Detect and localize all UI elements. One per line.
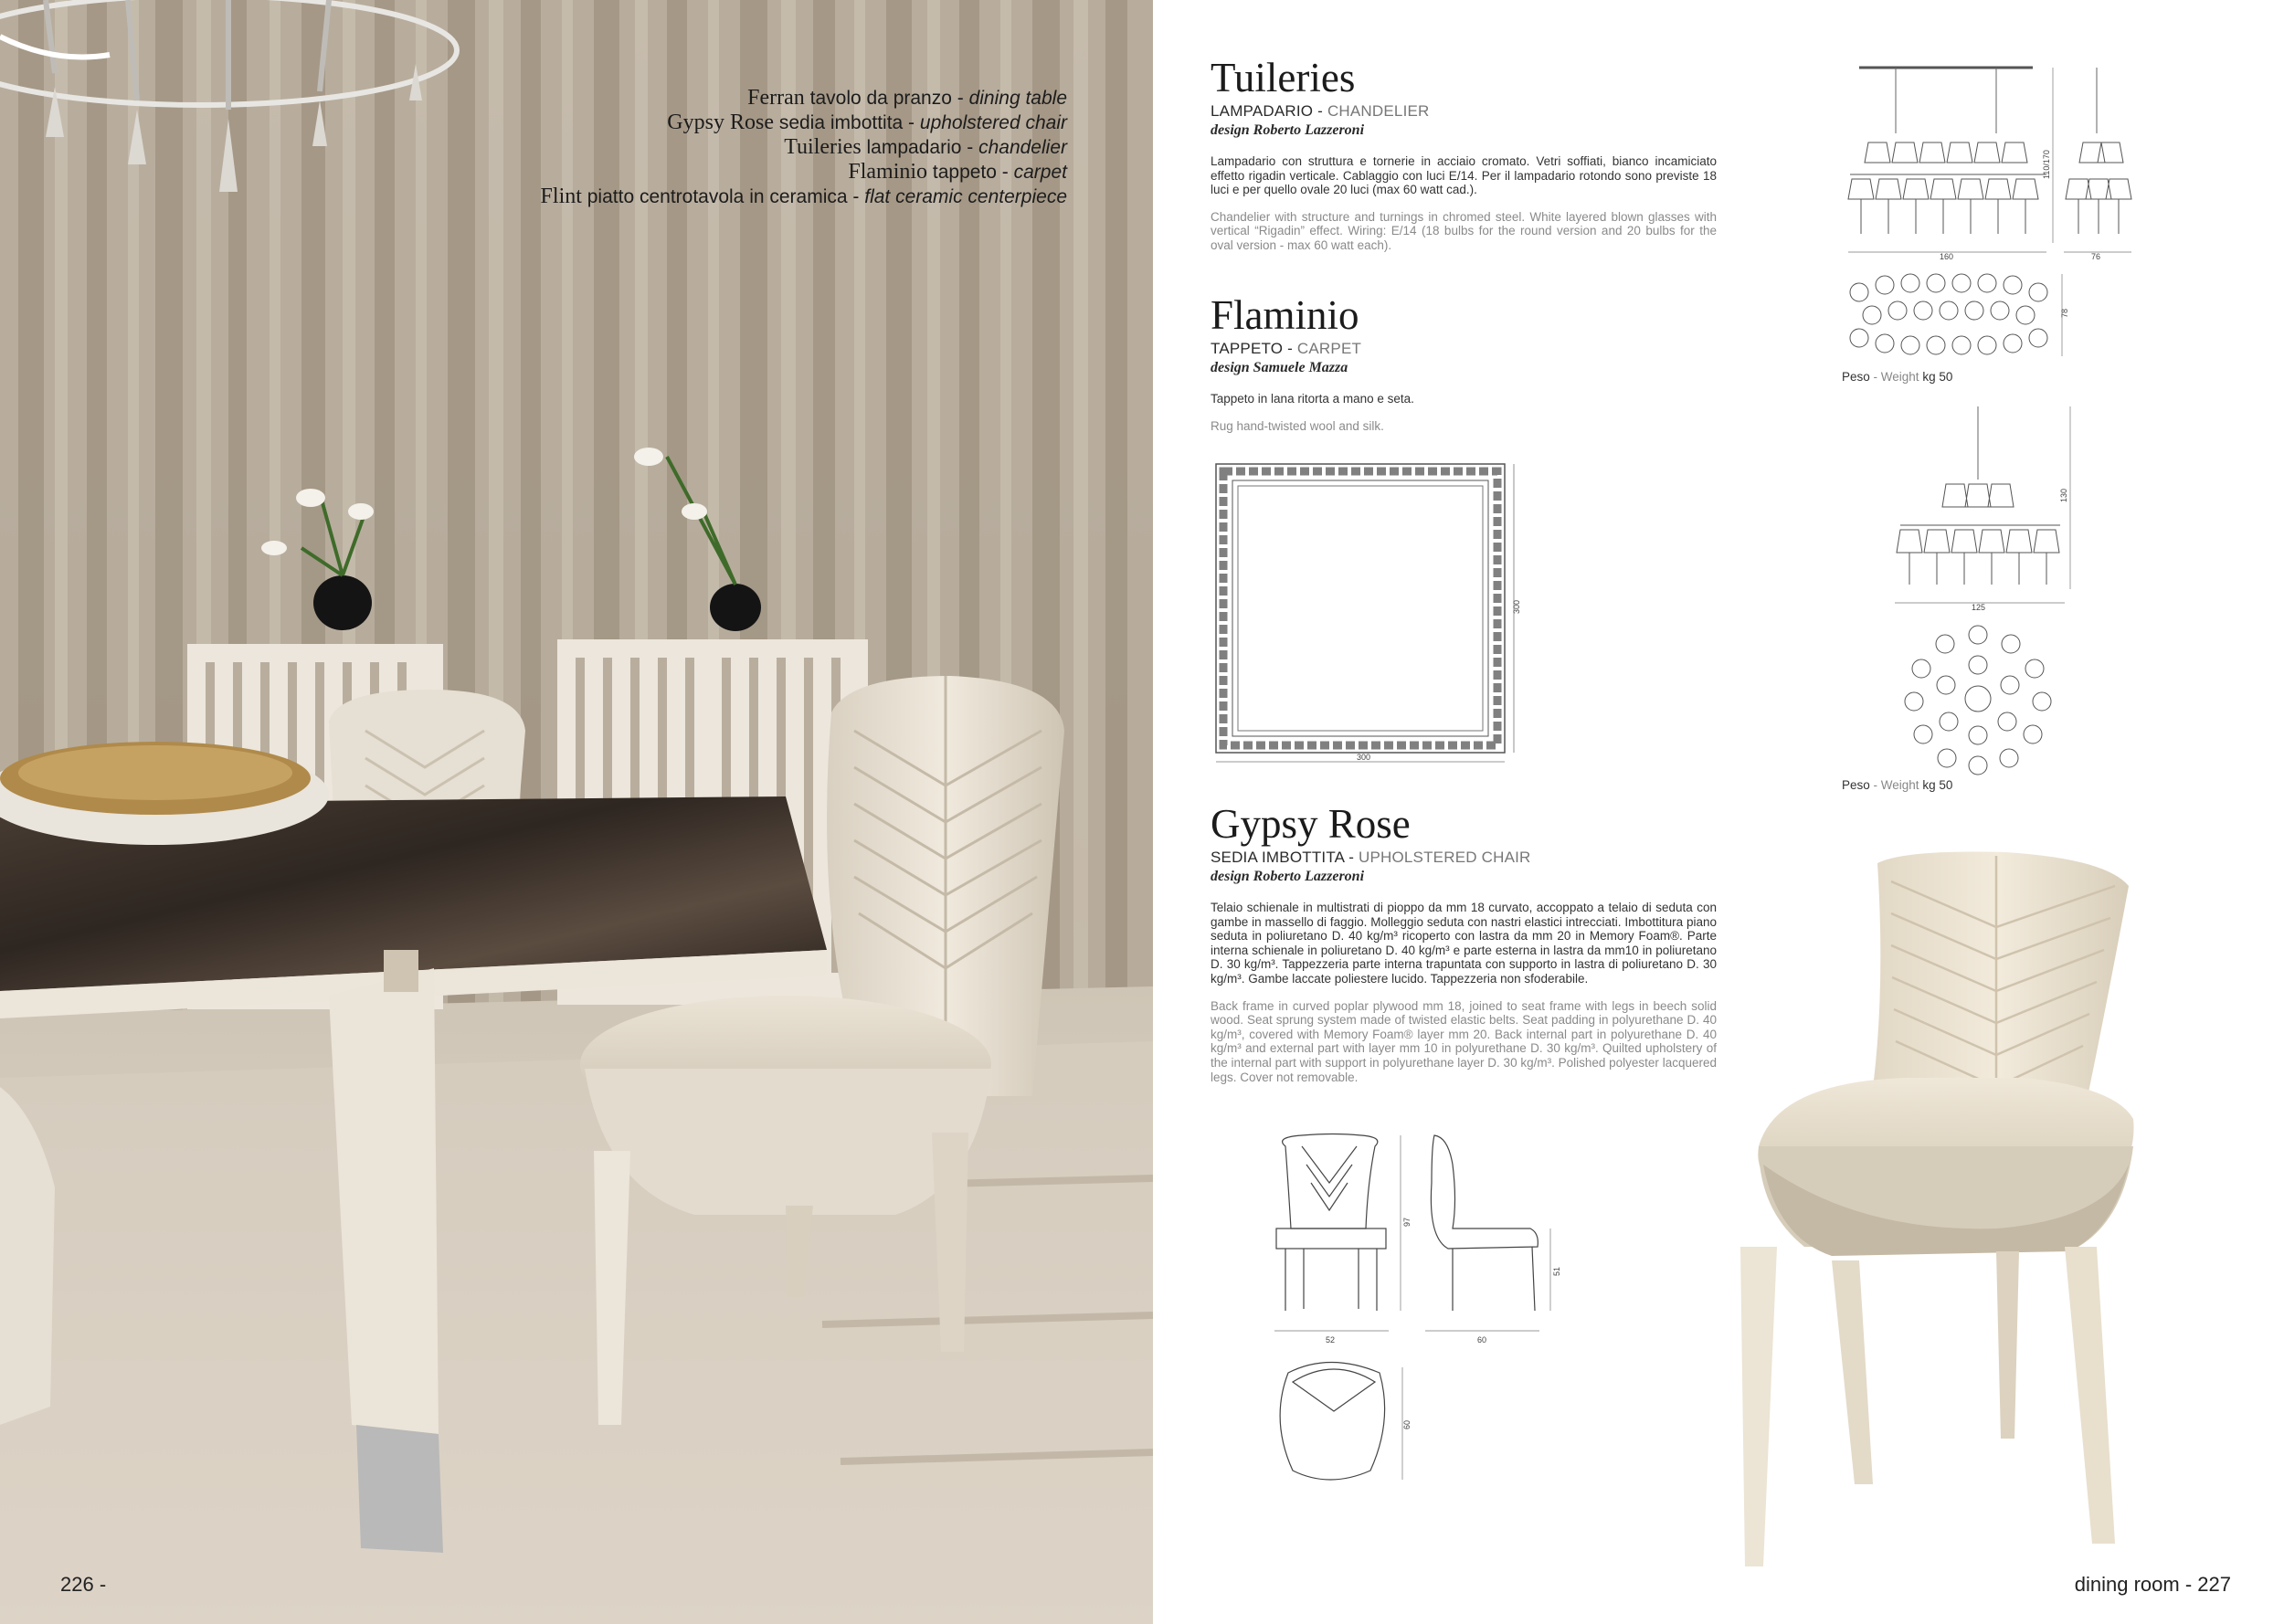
chandelier-oval-elevation	[1841, 60, 2060, 261]
chair-side-depth-label: 60	[1477, 1335, 1487, 1345]
caption-line: Gypsy Rose sedia imbottita - upholstered chair	[667, 111, 1067, 134]
caption-english: carpet	[1013, 162, 1067, 183]
product-category: SEDIA IMBOTTITA - UPHOLSTERED CHAIR	[1211, 849, 1531, 866]
chandelier-round-elevation	[1891, 402, 2074, 612]
caption-english: flat ceramic centerpiece	[864, 186, 1067, 207]
gypsy-rose-chair-photo	[1722, 845, 2152, 1576]
oval-depth-label: 76	[2091, 252, 2101, 261]
description-italian: Lampadario con struttura e tornerie in acciaio cromato. Vetri soffiati, bianco incamiciato effetto rigadin verticale. Cablaggio con luci E/14. Per il lampadario rotondo sono previste 18 luci e per quello ovale 20 luci (max 60 watt cad.).	[1211, 154, 1717, 197]
round-height-label: 130	[2059, 488, 2068, 502]
caption-italian: tavolo da pranzo	[809, 88, 952, 109]
caption-italian: tappeto	[932, 162, 997, 183]
product-title: Gypsy Rose	[1211, 801, 1411, 847]
product-designer: design Samuele Mazza	[1211, 360, 1348, 375]
product-category: LAMPADARIO - CHANDELIER	[1211, 102, 1430, 120]
section-tuileries	[1211, 55, 1717, 253]
product-title: Flaminio	[1211, 292, 1359, 338]
chandelier-oval-side	[2060, 60, 2133, 261]
product-title: Tuileries	[1211, 55, 1356, 100]
description-italian: Tappeto in lana ritorta a mano e seta.	[1211, 392, 1414, 406]
caption-italian: sedia imbottita	[778, 112, 904, 133]
oval-height-label: 110/170	[2042, 150, 2051, 179]
caption-product-name: Flint	[540, 185, 582, 208]
chair-front-view	[1276, 1134, 1386, 1312]
centerpiece-plate	[0, 742, 329, 845]
caption-product-name: Tuileries	[784, 135, 862, 159]
caption-italian: piatto centrotavola in ceramica	[587, 186, 848, 207]
caption-line: Tuileries lampadario - chandelier	[784, 135, 1067, 159]
chandelier-oval-plan	[1841, 265, 2078, 365]
product-designer: design Roberto Lazzeroni	[1211, 122, 1365, 138]
oval-width-label: 160	[1940, 252, 1954, 261]
caption-line: Flint piatto centrotavola in ceramica - flat ceramic centerpiece	[540, 185, 1067, 208]
section-gypsy-rose	[1211, 801, 1717, 1084]
description-english: Chandelier with structure and turnings in chromed steel. White layered blown glasses with vertical “Rigadin” effect. Wiring: E/14 (18 bulbs for the round version and 20 bulbs for the oval version - max 60 watt each).	[1211, 209, 1717, 252]
description-english: Rug hand-twisted wool and silk.	[1211, 418, 1384, 433]
chair-seat-height-label: 51	[1552, 1266, 1561, 1276]
product-category: TAPPETO - CARPET	[1211, 340, 1362, 357]
weight-round: Peso - Weight kg 50	[1842, 778, 1953, 792]
caption-line: Ferran tavolo da pranzo - dining table	[747, 86, 1067, 110]
caption-italian: lampadario	[866, 137, 962, 158]
chair-side-view	[1431, 1135, 1538, 1311]
caption-product-name: Ferran	[747, 86, 805, 110]
rug-width-label: 300	[1357, 753, 1371, 762]
section-flaminio	[1211, 292, 1717, 433]
rug-technical-drawing	[1211, 459, 1521, 769]
caption-english: dining table	[968, 88, 1067, 109]
page-number-right: dining room - 227	[2074, 1573, 2231, 1596]
chair-top-view	[1280, 1363, 1385, 1481]
caption-english: upholstered chair	[919, 112, 1067, 133]
round-width-label: 125	[1972, 603, 1986, 612]
caption-product-name: Gypsy Rose	[667, 111, 774, 134]
page-number-left: 226 -	[60, 1573, 107, 1596]
chair-height-label: 97	[1402, 1217, 1412, 1227]
caption-english: chandelier	[978, 137, 1067, 158]
description-italian: Telaio schienale in multistrati di pioppo da mm 18 curvato, accoppato a telaio di seduta con gambe in massello di faggio. Molleggio seduta con nastri elastici intrecciati. Imbottitura piano seduta in poliuretano D. 40 kg/m³ ricoperto con lastra da mm 20 in Memory Foam®. Parte interna schienale in poliuretano D. 40 kg/m³ e parte esterna in lastra da mm10 in poliuretano D. 30 kg/m³. Tappezzeria parte interna trapuntata con supporto in lastra di poliuretano D. 30 kg/m³. Gambe laccate poliestere lucido. Tappezzeria non sfoderabile.	[1211, 901, 1717, 986]
chandelier-round-plan	[1896, 621, 2060, 776]
rug-height-label: 300	[1512, 599, 1521, 614]
weight-oval: Peso - Weight kg 50	[1842, 370, 1953, 384]
description-english: Back frame in curved poplar plywood mm 18, joined to seat frame with legs in beech solid wood. Seat sprung system made of twisted elastic belts. Seat padding in polyurethane D. 40 kg/m³, covered with Memory Foam® layer mm 20. Back internal part in polyurethane D. 40 kg/m³ and external part with layer mm 10 in polyurethane D. 30 kg/m³. Quilted upholstery of the internal part with support in polyurethane layer D. 30 kg/m³. Polished polyester lacquered legs. Cover not removable.	[1211, 998, 1717, 1084]
caption-product-name: Flaminio	[848, 160, 928, 184]
chair-technical-drawing	[1265, 1128, 1613, 1512]
product-designer: design Roberto Lazzeroni	[1211, 869, 1365, 884]
chair-front-width-label: 52	[1326, 1335, 1336, 1345]
oval-plan-label: 78	[2060, 308, 2069, 318]
chair-plan-depth-label: 60	[1402, 1419, 1412, 1429]
photo-caption	[541, 86, 1067, 209]
caption-line: Flaminio tappeto - carpet	[848, 160, 1067, 184]
